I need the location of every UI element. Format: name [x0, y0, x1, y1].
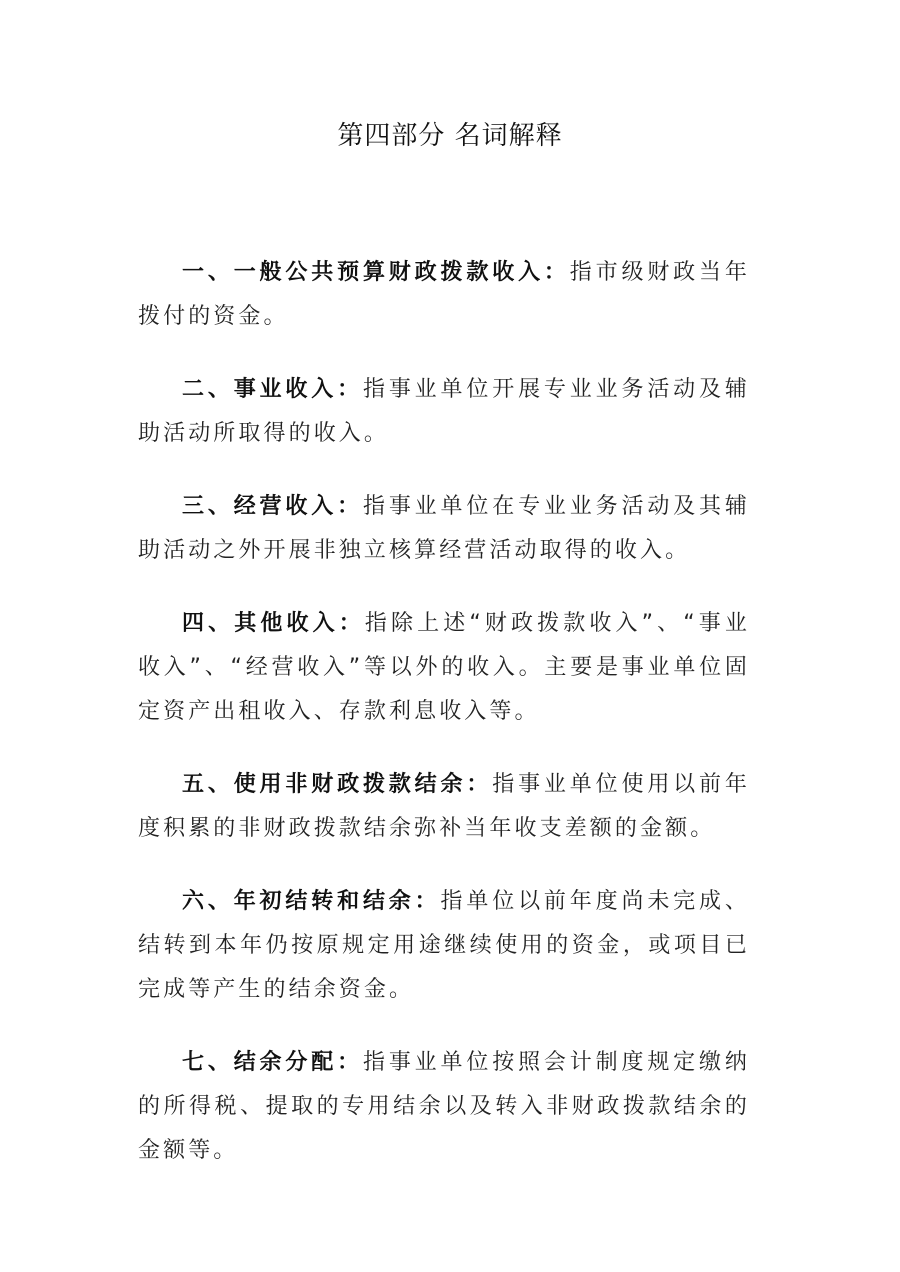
definition-5: 指事业单位使用以前年度积累的非财政拨款结余弥补当年收支差额的金额。 — [138, 772, 750, 841]
definition-entry-4 — [138, 602, 750, 734]
definition-2: 指事业单位开展专业业务活动及辅助活动所取得的收入。 — [138, 377, 750, 446]
term-5: 五、使用非财政拨款结余： — [182, 772, 493, 797]
term-7: 七、结余分配： — [182, 1050, 363, 1075]
definition-1: 指市级财政当年拨付的资金。 — [138, 260, 750, 329]
definition-entry-7 — [138, 1041, 750, 1173]
term-4: 四、其他收入： — [182, 611, 365, 636]
definition-entry-6 — [138, 880, 750, 1012]
definition-6: 指单位以前年度尚未完成、结转到本年仍按原规定用途继续使用的资金，或项目已完成等产生的结余资金。 — [138, 889, 750, 1002]
page-title: 第四部分 名词解释 — [337, 121, 563, 151]
definition-7: 指事业单位按照会计制度规定缴纳的所得税、提取的专用结余以及转入非财政拨款结余的金额等。 — [138, 1050, 750, 1163]
term-1: 一、一般公共预算财政拨款收入： — [182, 260, 570, 285]
definition-entry-5 — [138, 763, 750, 851]
term-6: 六、年初结转和结余： — [182, 889, 441, 914]
definition-3: 指事业单位在专业业务活动及其辅助活动之外开展非独立核算经营活动取得的收入。 — [138, 494, 750, 563]
definition-entry-3 — [138, 485, 750, 573]
definition-entry-2 — [138, 368, 750, 456]
definition-4: 指除上述“财政拨款收入”、“事业收入”、“经营收入”等以外的收入。主要是事业单位固定资产出租收入、存款利息收入等。 — [138, 611, 751, 724]
definition-entry-1 — [138, 251, 750, 339]
term-3: 三、经营收入： — [182, 494, 363, 519]
term-2: 二、事业收入： — [182, 377, 363, 402]
definition-list — [138, 251, 750, 1173]
